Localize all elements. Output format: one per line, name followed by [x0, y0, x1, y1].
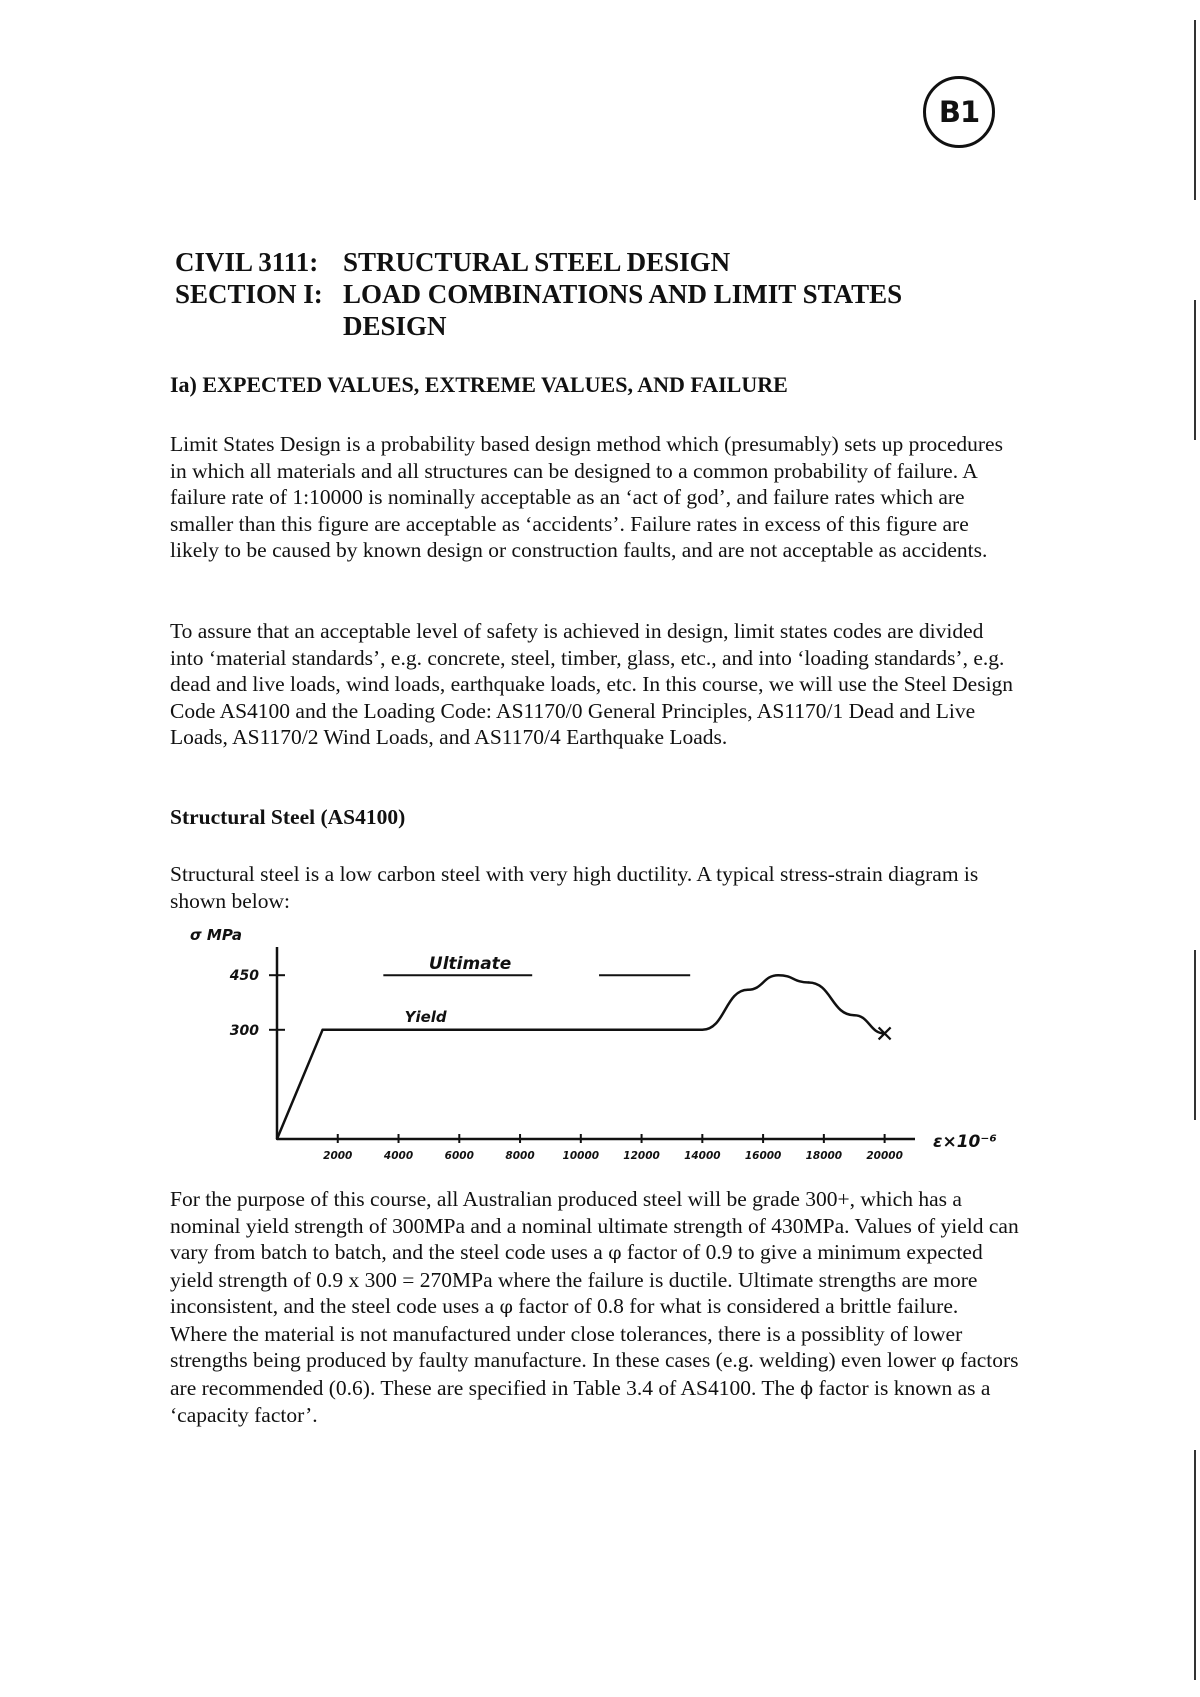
paragraph-codes: To assure that an acceptable level of safety is achieved in design, limit states codes are divided into ‘material standards’, e.g. concrete, steel, timber, glass, etc., and into ‘loading standards’, e.g. dead and live loads, wind loads, earthquake loads, etc. In this course, we will use the Steel Design Code AS4100 and the Loading Code: AS1170/0 General Principles, AS1170/1 Dead and Live Loads, AS1170/2 Wind Loads, and AS1170/4 Earthquake Loads.: [170, 619, 1014, 749]
phi-symbol: φ: [499, 1296, 513, 1318]
section-title: LOAD COMBINATIONS AND LIMIT STATES DESIGN: [343, 279, 903, 341]
x-tick-label: 4000: [383, 1150, 414, 1162]
x-tick-label: 14000: [684, 1150, 721, 1162]
page-badge: B1: [923, 76, 995, 148]
x-tick-label: 10000: [562, 1150, 600, 1162]
data-point: [276, 1138, 278, 1140]
p4-text-1: For the purpose of this course, all Australian produced steel will be grade 300+, which has a nominal yield strength of 300MPa and a nominal ultimate strength of 430MPa. Values of yield can vary from batch to batch, and the steel code uses a: [170, 1187, 1019, 1264]
data-point: [321, 1029, 323, 1031]
y-tick-label: 450: [229, 968, 259, 985]
p4-text-5: factor is known as a ‘capacity factor’.: [170, 1375, 991, 1427]
p4-text-4: factors are recommended (0.6). These are specified in Table 3.4 of AS4100. The: [170, 1348, 1019, 1400]
scan-edge-mark: [1194, 950, 1196, 1120]
section-heading: Ia) EXPECTED VALUES, EXTREME VALUES, AND FAILURE: [170, 372, 788, 397]
course-title: STRUCTURAL STEEL DESIGN: [343, 247, 731, 277]
phi-symbol: φ: [608, 1242, 622, 1264]
phi-symbol: ϕ: [800, 1377, 814, 1400]
stress-strain-chart: [180, 922, 1030, 1167]
paragraph-grade-300: [170, 1186, 1020, 1429]
x-tick-label: 20000: [866, 1150, 903, 1162]
scan-edge-mark: [1194, 20, 1196, 200]
data-point: [701, 1029, 703, 1031]
x-tick-label: 18000: [805, 1150, 843, 1162]
course-code: CIVIL 3111:: [175, 247, 319, 277]
y-axis-label: σ MPa: [190, 926, 242, 944]
annotation-ultimate: Ultimate: [428, 954, 512, 975]
course-header: [175, 246, 983, 342]
data-point: [853, 1014, 855, 1016]
x-tick-label: 8000: [505, 1150, 535, 1162]
paragraph-limit-states: Limit States Design is a probability based design method which (presumably) sets up procedures in which all materials and all structures can be designed to a common probability of failure. A failure rate of 1:10000 is nominally acceptable as an ‘act of god’, and failure rates which are smaller than this figure are acceptable as ‘accidents’. Failure rates in excess of this figure are likely to be caused by known design or construction faults, and are not acceptable as accidents.: [170, 432, 1003, 562]
chart-marks: [276, 954, 891, 1140]
data-point: [807, 981, 809, 983]
x-tick-label: 2000: [323, 1150, 353, 1162]
y-tick-label: 300: [229, 1022, 259, 1039]
x-tick-label: 6000: [444, 1150, 474, 1162]
x-tick-label: 16000: [744, 1150, 782, 1162]
p4-text-2: factor of 0.9 to give a minimum expected yield strength of 0.9 x 300 = 270MPa where the failure is ductile. Ultimate strengths are more inconsistent, and the steel code uses a: [170, 1240, 983, 1318]
scan-edge-mark: [1194, 1450, 1196, 1680]
annotation-yield: Yield: [404, 1007, 447, 1026]
subheading-structural-steel: Structural Steel (AS4100): [170, 805, 406, 829]
section-code: SECTION I:: [175, 279, 323, 309]
p4-text-3: factor of 0.8 for what is considered a brittle failure. Where the material is not manufactured under close tolerances, there is a possiblity of lower strengths being produced by faulty manufacture. In these cases (e.g. welding) even lower: [170, 1294, 963, 1372]
data-point: [777, 974, 779, 976]
x-tick-label: 12000: [623, 1150, 660, 1162]
x-axis-label: ε×10⁻⁶: [933, 1132, 997, 1152]
scan-edge-mark: [1194, 300, 1196, 440]
data-point: [747, 989, 749, 991]
stress-strain-curve: [277, 975, 885, 1139]
chart-axes: [190, 926, 997, 1162]
phi-symbol: φ: [941, 1350, 955, 1372]
paragraph-stress-strain-intro: Structural steel is a low carbon steel with very high ductility. A typical stress-strain diagram is shown below:: [170, 862, 979, 913]
